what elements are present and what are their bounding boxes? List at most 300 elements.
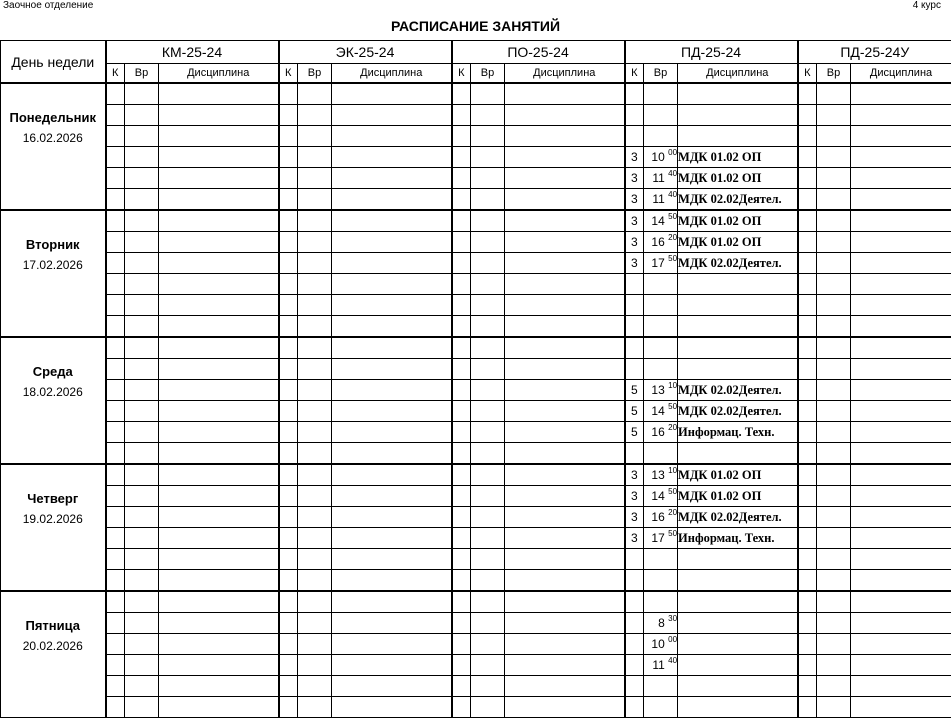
- room-cell: [106, 464, 125, 486]
- schedule-row: [1, 168, 951, 189]
- time-hours: 14: [651, 404, 664, 418]
- department-label: Заочное отделение: [3, 0, 93, 11]
- discipline-cell: [332, 676, 452, 697]
- discipline-cell: [159, 316, 279, 338]
- time-cell: [644, 486, 678, 507]
- room-cell: [452, 168, 471, 189]
- discipline-cell: [851, 634, 951, 655]
- discipline-cell: [851, 422, 951, 443]
- room-cell: [452, 380, 471, 401]
- time-cell: [817, 507, 851, 528]
- time-cell: [125, 359, 159, 380]
- discipline-cell: [851, 83, 951, 105]
- time-cell: [298, 464, 332, 486]
- room-cell: [279, 380, 298, 401]
- discipline-cell: [159, 655, 279, 676]
- time-cell: [644, 210, 678, 232]
- schedule-row: [1, 189, 951, 211]
- time-cell: [817, 380, 851, 401]
- time-cell: [298, 147, 332, 168]
- group-header: ПД-25-24У: [798, 41, 951, 64]
- course-label: 4 курс: [913, 0, 941, 11]
- time-cell: [298, 634, 332, 655]
- room-cell: [798, 126, 817, 147]
- discipline-cell: [332, 274, 452, 295]
- time-cell: [817, 528, 851, 549]
- room-cell: 3: [625, 189, 644, 211]
- time-cell: [125, 422, 159, 443]
- room-cell: [106, 274, 125, 295]
- room-cell: [106, 507, 125, 528]
- room-cell: [106, 105, 125, 126]
- room-cell: [452, 507, 471, 528]
- time-cell: [298, 316, 332, 338]
- time-cell: [644, 83, 678, 105]
- sub-header-discipline: Дисциплина: [505, 64, 625, 84]
- room-cell: [798, 105, 817, 126]
- time-hours: 16: [651, 425, 664, 439]
- schedule-row: [1, 274, 951, 295]
- time-cell: [125, 697, 159, 718]
- time-cell: [817, 316, 851, 338]
- room-cell: [279, 316, 298, 338]
- time-cell: [644, 634, 678, 655]
- room-cell: [798, 422, 817, 443]
- schedule-row: [1, 253, 951, 274]
- discipline-cell: [505, 613, 625, 634]
- room-cell: [625, 634, 644, 655]
- discipline-cell: [505, 189, 625, 211]
- time-cell: [125, 486, 159, 507]
- room-cell: [452, 464, 471, 486]
- schedule-row: [1, 443, 951, 465]
- room-cell: [452, 83, 471, 105]
- discipline-cell: [332, 337, 452, 359]
- time-cell: [644, 189, 678, 211]
- time-cell: [644, 507, 678, 528]
- discipline-cell: [851, 337, 951, 359]
- time-cell: [471, 528, 505, 549]
- time-minutes: 30: [668, 614, 677, 623]
- room-cell: [106, 613, 125, 634]
- room-cell: [279, 105, 298, 126]
- room-cell: [625, 316, 644, 338]
- room-cell: 3: [625, 464, 644, 486]
- discipline-cell: [851, 613, 951, 634]
- discipline-cell: [505, 422, 625, 443]
- time-minutes: 50: [668, 529, 677, 538]
- room-cell: [279, 126, 298, 147]
- time-cell: [471, 422, 505, 443]
- room-cell: [452, 591, 471, 613]
- discipline-cell: [159, 337, 279, 359]
- room-cell: [106, 232, 125, 253]
- discipline-cell: [159, 697, 279, 718]
- day-cell: [1, 464, 106, 591]
- time-cell: [817, 168, 851, 189]
- schedule-table: [0, 40, 951, 718]
- discipline-cell: [332, 316, 452, 338]
- room-cell: [798, 83, 817, 105]
- discipline-cell: [851, 443, 951, 465]
- sub-header-discipline: Дисциплина: [678, 64, 798, 84]
- time-hours: 11: [652, 658, 664, 672]
- time-cell: [125, 83, 159, 105]
- room-cell: [106, 83, 125, 105]
- room-cell: [106, 528, 125, 549]
- room-cell: [625, 443, 644, 465]
- time-cell: [125, 464, 159, 486]
- discipline-cell: [332, 126, 452, 147]
- discipline-cell: [332, 168, 452, 189]
- discipline-cell: [851, 295, 951, 316]
- discipline-cell: [505, 83, 625, 105]
- room-cell: [625, 337, 644, 359]
- discipline-cell: [505, 591, 625, 613]
- discipline-cell: [159, 507, 279, 528]
- discipline-cell: [851, 549, 951, 570]
- time-cell: [125, 168, 159, 189]
- time-cell: [471, 507, 505, 528]
- time-minutes: 50: [668, 487, 677, 496]
- time-cell: [298, 528, 332, 549]
- room-cell: [106, 697, 125, 718]
- time-cell: [298, 189, 332, 211]
- room-cell: [798, 253, 817, 274]
- room-cell: [452, 210, 471, 232]
- discipline-cell: [332, 570, 452, 592]
- time-hours: 17: [651, 256, 664, 270]
- time-cell: [471, 464, 505, 486]
- discipline-cell: [159, 210, 279, 232]
- time-cell: [125, 274, 159, 295]
- time-cell: [817, 486, 851, 507]
- discipline-cell: [505, 443, 625, 465]
- room-cell: [106, 359, 125, 380]
- discipline-cell: [505, 210, 625, 232]
- discipline-cell: [851, 528, 951, 549]
- discipline-cell: [159, 528, 279, 549]
- room-cell: [625, 697, 644, 718]
- time-cell: [298, 83, 332, 105]
- discipline-cell: [851, 274, 951, 295]
- time-cell: [817, 697, 851, 718]
- discipline-cell: [159, 401, 279, 422]
- time-cell: [644, 443, 678, 465]
- discipline-cell: [505, 549, 625, 570]
- time-minutes: 50: [668, 212, 677, 221]
- room-cell: [279, 507, 298, 528]
- time-cell: [644, 676, 678, 697]
- discipline-cell: [851, 126, 951, 147]
- sub-header-k: К: [106, 64, 125, 84]
- discipline-cell: [159, 126, 279, 147]
- schedule-row: [1, 210, 951, 232]
- time-cell: [644, 697, 678, 718]
- discipline-cell: [851, 570, 951, 592]
- time-cell: [125, 105, 159, 126]
- discipline-cell: [505, 126, 625, 147]
- discipline-cell: [678, 634, 798, 655]
- time-cell: [644, 613, 678, 634]
- discipline-cell: [159, 295, 279, 316]
- room-cell: [452, 676, 471, 697]
- room-cell: [798, 655, 817, 676]
- group-header: КМ-25-24: [106, 41, 279, 64]
- room-cell: [279, 528, 298, 549]
- schedule-row: [1, 316, 951, 338]
- sub-header-discipline: Дисциплина: [332, 64, 452, 84]
- room-cell: [106, 189, 125, 211]
- time-minutes: 00: [668, 635, 677, 644]
- time-cell: [125, 528, 159, 549]
- room-cell: [106, 380, 125, 401]
- discipline-cell: [332, 655, 452, 676]
- time-minutes: 00: [668, 148, 677, 157]
- room-cell: [106, 210, 125, 232]
- group-header: ЭК-25-24: [279, 41, 452, 64]
- discipline-cell: МДК 02.02Деятел.: [678, 189, 798, 211]
- day-date: 18.02.2026: [1, 385, 105, 399]
- room-cell: [452, 253, 471, 274]
- time-cell: [817, 126, 851, 147]
- room-cell: [279, 253, 298, 274]
- schedule-row: [1, 337, 951, 359]
- discipline-cell: [851, 189, 951, 211]
- time-cell: [298, 168, 332, 189]
- room-cell: [798, 464, 817, 486]
- time-cell: [471, 634, 505, 655]
- time-hours: 14: [651, 489, 664, 503]
- time-cell: [817, 570, 851, 592]
- schedule-row: [1, 126, 951, 147]
- discipline-cell: [159, 549, 279, 570]
- discipline-cell: [851, 105, 951, 126]
- discipline-cell: [851, 676, 951, 697]
- time-cell: [298, 253, 332, 274]
- time-hours: 10: [651, 637, 664, 651]
- time-cell: [644, 105, 678, 126]
- time-cell: [644, 591, 678, 613]
- discipline-cell: [332, 232, 452, 253]
- sub-header-time: Вр: [125, 64, 159, 84]
- room-cell: [106, 126, 125, 147]
- discipline-cell: [851, 359, 951, 380]
- room-cell: 5: [625, 422, 644, 443]
- room-cell: [106, 295, 125, 316]
- schedule-row: [1, 359, 951, 380]
- discipline-cell: [851, 655, 951, 676]
- time-cell: [471, 189, 505, 211]
- day-name: Вторник: [1, 237, 105, 252]
- time-cell: [817, 232, 851, 253]
- time-cell: [817, 189, 851, 211]
- room-cell: [625, 676, 644, 697]
- discipline-cell: [159, 486, 279, 507]
- day-name: Четверг: [1, 491, 105, 506]
- discipline-cell: [505, 464, 625, 486]
- day-date: 17.02.2026: [1, 258, 105, 272]
- discipline-cell: [505, 486, 625, 507]
- time-cell: [125, 147, 159, 168]
- discipline-cell: МДК 01.02 ОП: [678, 210, 798, 232]
- time-minutes: 40: [668, 190, 677, 199]
- discipline-cell: [505, 274, 625, 295]
- time-cell: [298, 422, 332, 443]
- sub-header-time: Вр: [298, 64, 332, 84]
- room-cell: [279, 697, 298, 718]
- room-cell: [279, 613, 298, 634]
- room-cell: 5: [625, 380, 644, 401]
- discipline-cell: [159, 443, 279, 465]
- room-cell: [625, 295, 644, 316]
- time-cell: [125, 401, 159, 422]
- room-cell: [625, 105, 644, 126]
- sub-header-time: Вр: [817, 64, 851, 84]
- room-cell: [106, 486, 125, 507]
- discipline-cell: [678, 295, 798, 316]
- room-cell: [452, 337, 471, 359]
- time-cell: [298, 401, 332, 422]
- room-cell: [798, 570, 817, 592]
- time-cell: [644, 464, 678, 486]
- room-cell: [106, 655, 125, 676]
- room-cell: [106, 634, 125, 655]
- room-cell: [625, 83, 644, 105]
- sub-header-k: К: [798, 64, 817, 84]
- room-cell: [106, 676, 125, 697]
- time-cell: [817, 613, 851, 634]
- discipline-cell: [332, 359, 452, 380]
- discipline-cell: [678, 316, 798, 338]
- time-cell: [298, 613, 332, 634]
- room-cell: [106, 147, 125, 168]
- discipline-cell: МДК 02.02Деятел.: [678, 380, 798, 401]
- discipline-cell: [332, 83, 452, 105]
- sub-header-k: К: [279, 64, 298, 84]
- day-name: Пятница: [1, 618, 105, 633]
- time-cell: [644, 570, 678, 592]
- room-cell: [452, 570, 471, 592]
- room-cell: [452, 697, 471, 718]
- time-cell: [298, 210, 332, 232]
- room-cell: 3: [625, 507, 644, 528]
- discipline-cell: [851, 147, 951, 168]
- schedule-row: [1, 570, 951, 592]
- room-cell: [798, 549, 817, 570]
- time-cell: [298, 655, 332, 676]
- discipline-cell: [332, 422, 452, 443]
- discipline-cell: Информац. Техн.: [678, 528, 798, 549]
- discipline-cell: [678, 655, 798, 676]
- schedule-row: [1, 507, 951, 528]
- time-hours: 11: [652, 171, 664, 185]
- discipline-cell: [159, 422, 279, 443]
- schedule-row: [1, 486, 951, 507]
- room-cell: [452, 634, 471, 655]
- discipline-cell: МДК 01.02 ОП: [678, 464, 798, 486]
- time-cell: [471, 316, 505, 338]
- time-cell: [817, 655, 851, 676]
- discipline-cell: [505, 507, 625, 528]
- discipline-cell: [678, 83, 798, 105]
- room-cell: 3: [625, 528, 644, 549]
- discipline-cell: [159, 570, 279, 592]
- discipline-cell: [505, 570, 625, 592]
- room-cell: [106, 570, 125, 592]
- discipline-cell: [332, 528, 452, 549]
- sub-header-time: Вр: [644, 64, 678, 84]
- discipline-cell: [159, 232, 279, 253]
- time-cell: [298, 126, 332, 147]
- time-cell: [471, 570, 505, 592]
- time-cell: [298, 274, 332, 295]
- time-cell: [471, 676, 505, 697]
- time-cell: [125, 634, 159, 655]
- schedule-row: [1, 634, 951, 655]
- time-cell: [298, 697, 332, 718]
- room-cell: [798, 189, 817, 211]
- discipline-cell: [505, 253, 625, 274]
- time-cell: [471, 549, 505, 570]
- time-cell: [125, 676, 159, 697]
- room-cell: [279, 83, 298, 105]
- time-cell: [644, 549, 678, 570]
- discipline-cell: [332, 443, 452, 465]
- time-cell: [644, 232, 678, 253]
- time-cell: [125, 253, 159, 274]
- group-header: ПД-25-24: [625, 41, 798, 64]
- room-cell: 3: [625, 210, 644, 232]
- sub-header-discipline: Дисциплина: [159, 64, 279, 84]
- time-cell: [298, 486, 332, 507]
- room-cell: 3: [625, 147, 644, 168]
- discipline-cell: [332, 105, 452, 126]
- time-cell: [125, 570, 159, 592]
- room-cell: [798, 507, 817, 528]
- discipline-cell: [851, 210, 951, 232]
- time-cell: [298, 380, 332, 401]
- schedule-row: [1, 232, 951, 253]
- time-cell: [125, 613, 159, 634]
- room-cell: [279, 570, 298, 592]
- room-cell: [452, 359, 471, 380]
- room-cell: [798, 147, 817, 168]
- discipline-cell: [332, 210, 452, 232]
- schedule-row: [1, 105, 951, 126]
- schedule-row: [1, 147, 951, 168]
- room-cell: [452, 274, 471, 295]
- schedule-row: [1, 697, 951, 718]
- time-minutes: 40: [668, 169, 677, 178]
- room-cell: [798, 486, 817, 507]
- discipline-cell: [332, 380, 452, 401]
- room-cell: [798, 274, 817, 295]
- room-cell: [798, 401, 817, 422]
- room-cell: [625, 613, 644, 634]
- time-cell: [298, 570, 332, 592]
- room-cell: [625, 570, 644, 592]
- time-cell: [817, 464, 851, 486]
- time-hours: 16: [651, 510, 664, 524]
- discipline-cell: [332, 401, 452, 422]
- discipline-cell: [505, 380, 625, 401]
- room-cell: [452, 613, 471, 634]
- time-cell: [125, 380, 159, 401]
- discipline-cell: [332, 591, 452, 613]
- time-cell: [298, 591, 332, 613]
- time-hours: 11: [652, 192, 664, 206]
